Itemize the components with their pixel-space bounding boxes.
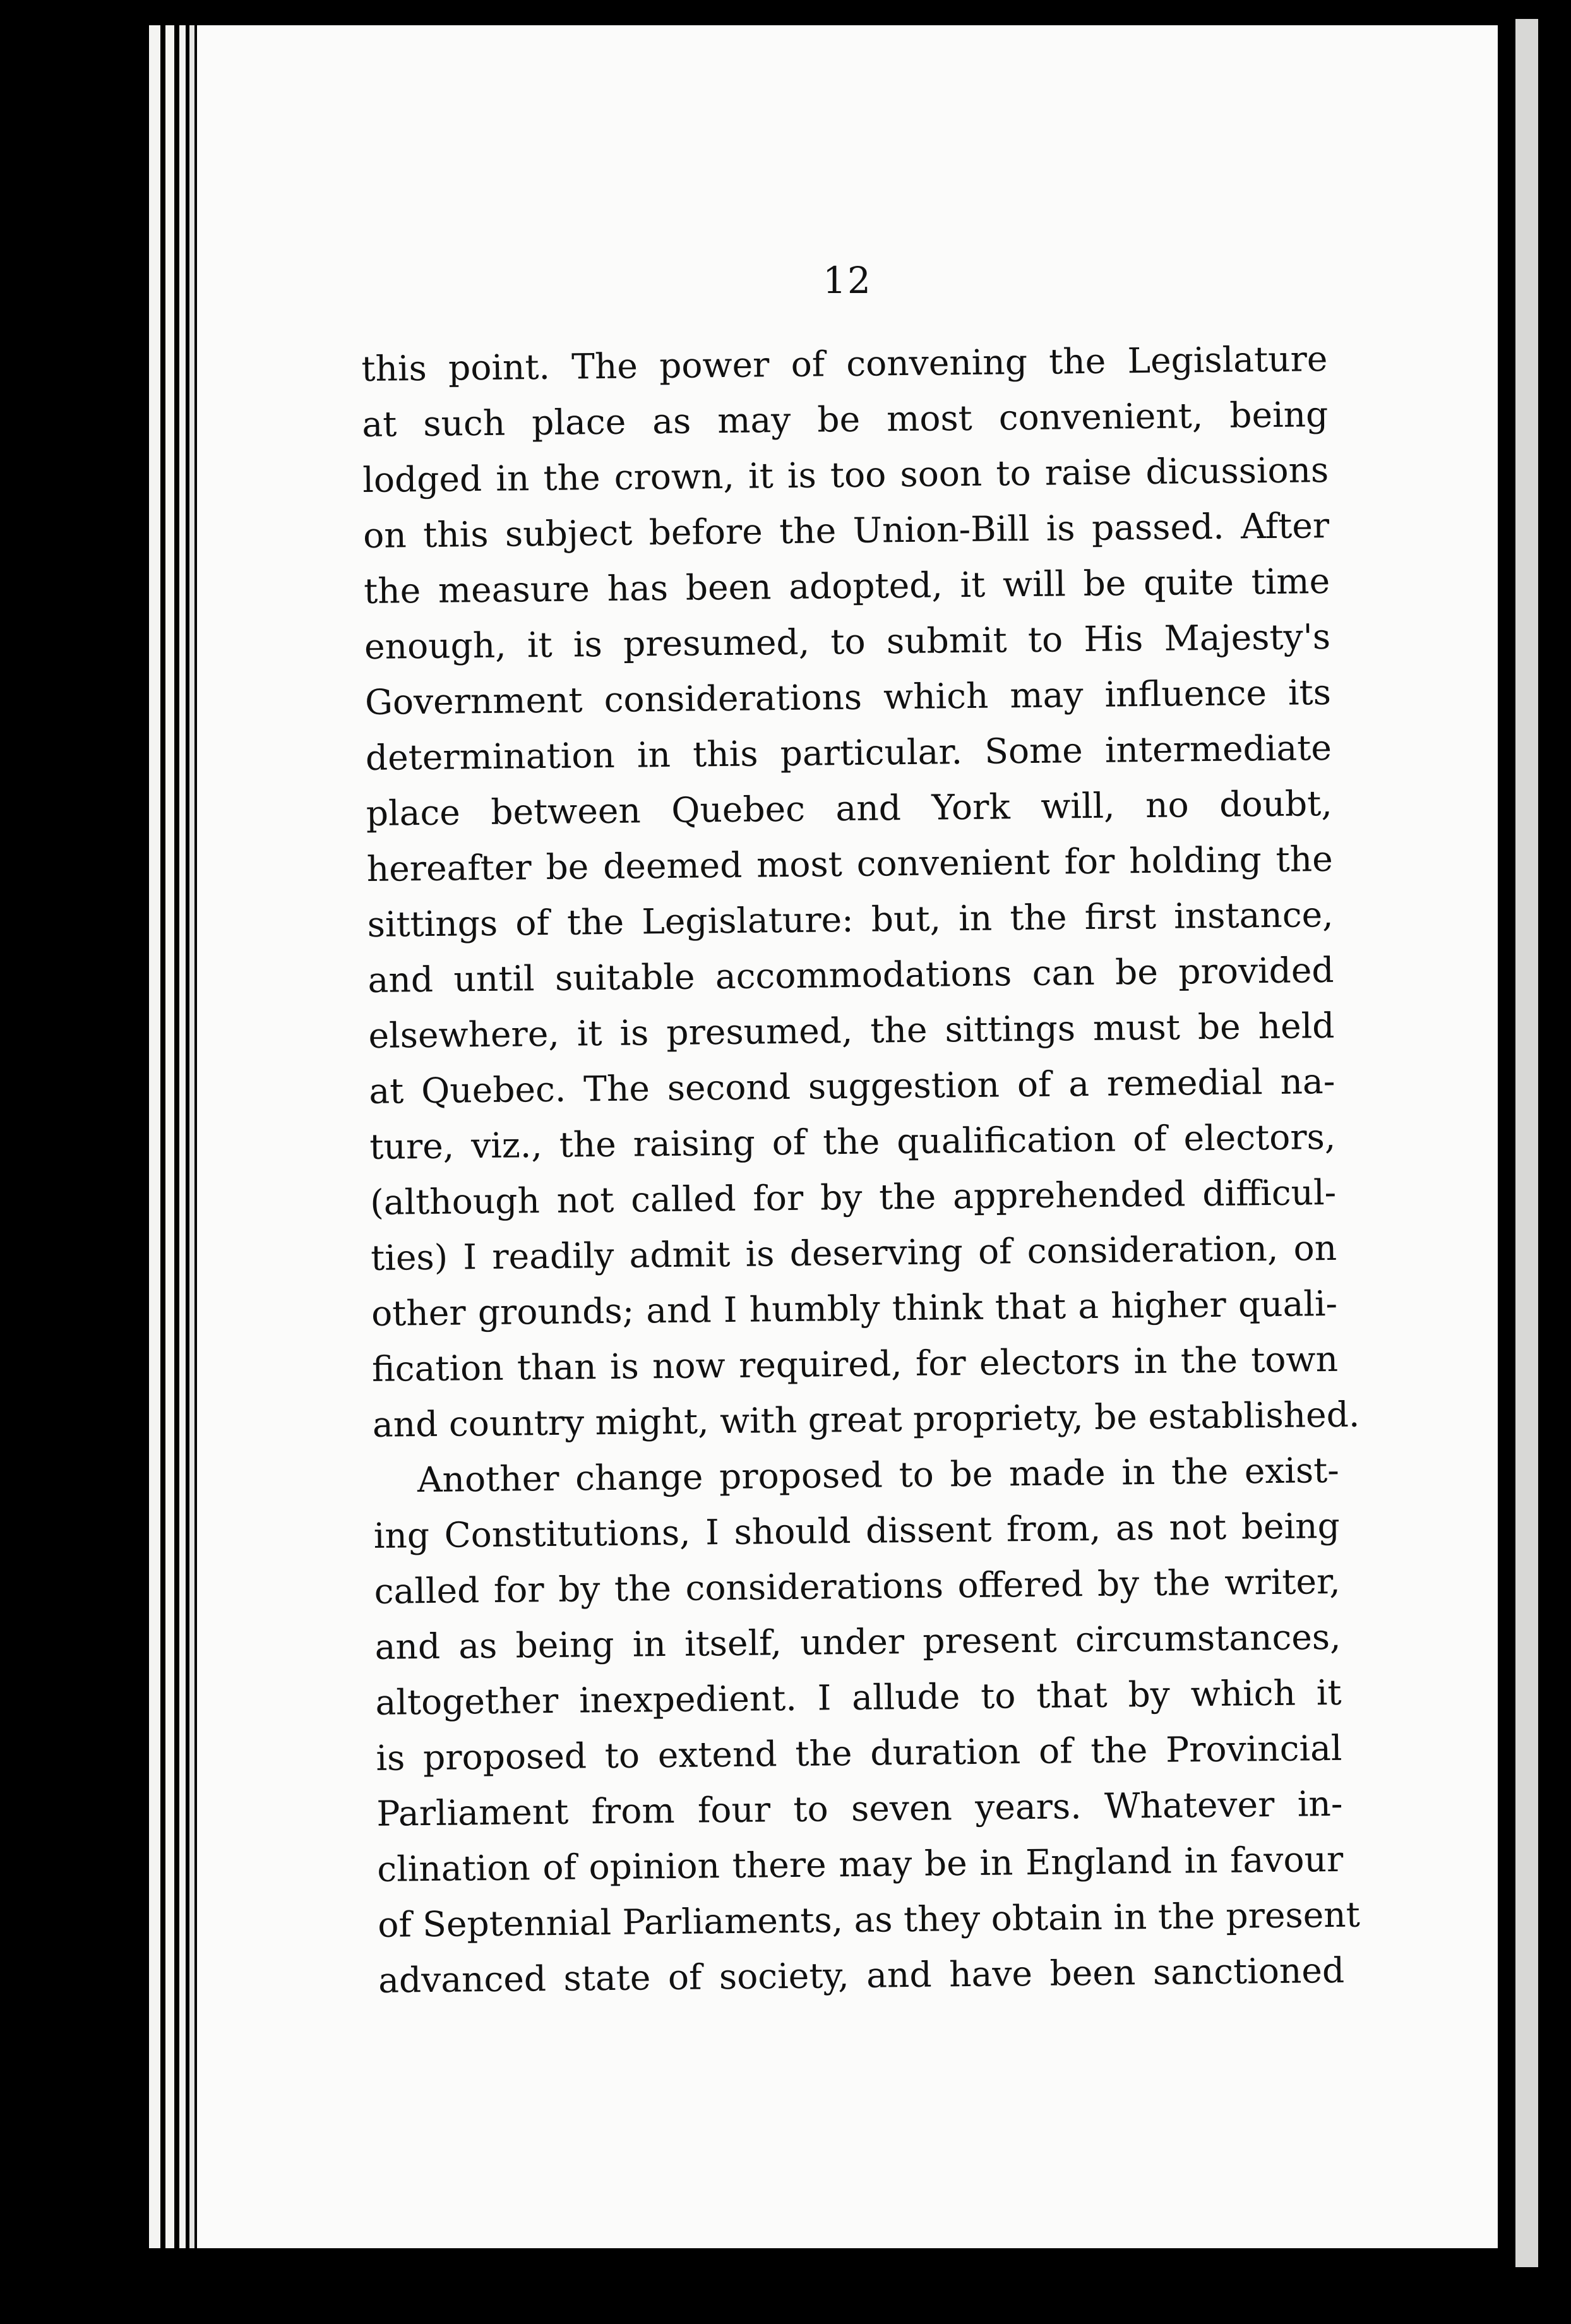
text-line: fication than is now required, for electors in the town xyxy=(371,1338,1339,1389)
page-edge xyxy=(179,25,186,2248)
text-line: enough, it is presumed, to submit to His Majesty's xyxy=(364,616,1331,667)
page-edge xyxy=(189,25,194,2248)
text-line: ing Constitutions, I should dissent from, as not being xyxy=(373,1505,1341,1556)
text-line: Parliament from four to seven years. Whatever in- xyxy=(376,1783,1343,1834)
text-line: on this subject before the Union-Bill is passed. After xyxy=(362,505,1330,556)
text-line: advanced state of society, and have been sanctioned xyxy=(378,1950,1345,2001)
text-line: and as being in itself, under present circumstances, xyxy=(374,1616,1341,1667)
text-line: clination of opinion there may be in England in favour xyxy=(377,1838,1344,1890)
text-line: and until suitable accommodations can be provided xyxy=(367,949,1334,1000)
text-line: lodged in the crown, it is too soon to raise dicussions xyxy=(362,449,1329,500)
body-text xyxy=(361,331,1361,2109)
text-line: at Quebec. The second suggestion of a remedial na- xyxy=(369,1060,1335,1111)
page-number: 12 xyxy=(823,259,872,302)
text-line: and country might, with great propriety, be established. xyxy=(372,1394,1360,1445)
right-page-edge xyxy=(1515,19,1538,2267)
text-line: elsewhere, it is presumed, the sittings must be held xyxy=(368,1005,1335,1056)
page-edge xyxy=(149,25,160,2248)
text-line: other grounds; and I humbly think that a higher quali- xyxy=(371,1283,1338,1334)
text-line: the measure has been adopted, it will be quite time xyxy=(363,560,1330,611)
text-line: is proposed to extend the duration of the Provincial xyxy=(376,1727,1342,1778)
text-line: place between Quebec and York will, no doubt, xyxy=(366,782,1333,834)
text-line: hereafter be deemed most convenient for holding the xyxy=(366,838,1334,889)
text-line: sittings of the Legislature: but, in the first instance, xyxy=(367,894,1334,945)
text-line: altogether inexpedient. I allude to that by which it xyxy=(375,1672,1342,1723)
text-line: ties) I readily admit is deserving of consideration, on xyxy=(370,1227,1337,1278)
text-line: Another change proposed to be made in the exist- xyxy=(417,1449,1340,1500)
text-line: of Septennial Parliaments, as they obtain in the present xyxy=(377,1894,1361,1945)
text-line: ture, viz., the raising of the qualification of electors, xyxy=(369,1116,1336,1167)
text-line: called for by the considerations offered by the writer, xyxy=(374,1560,1341,1612)
page-edge xyxy=(165,25,174,2248)
text-line: Government considerations which may influence its xyxy=(364,671,1332,722)
book-page xyxy=(197,25,1498,2248)
text-line: determination in this particular. Some intermediate xyxy=(365,727,1332,778)
text-line: this point. The power of convening the Legislature xyxy=(361,338,1328,389)
text-line: at such place as may be most convenient, being xyxy=(362,393,1329,445)
text-line: (although not called for by the apprehended difficul- xyxy=(369,1171,1337,1223)
